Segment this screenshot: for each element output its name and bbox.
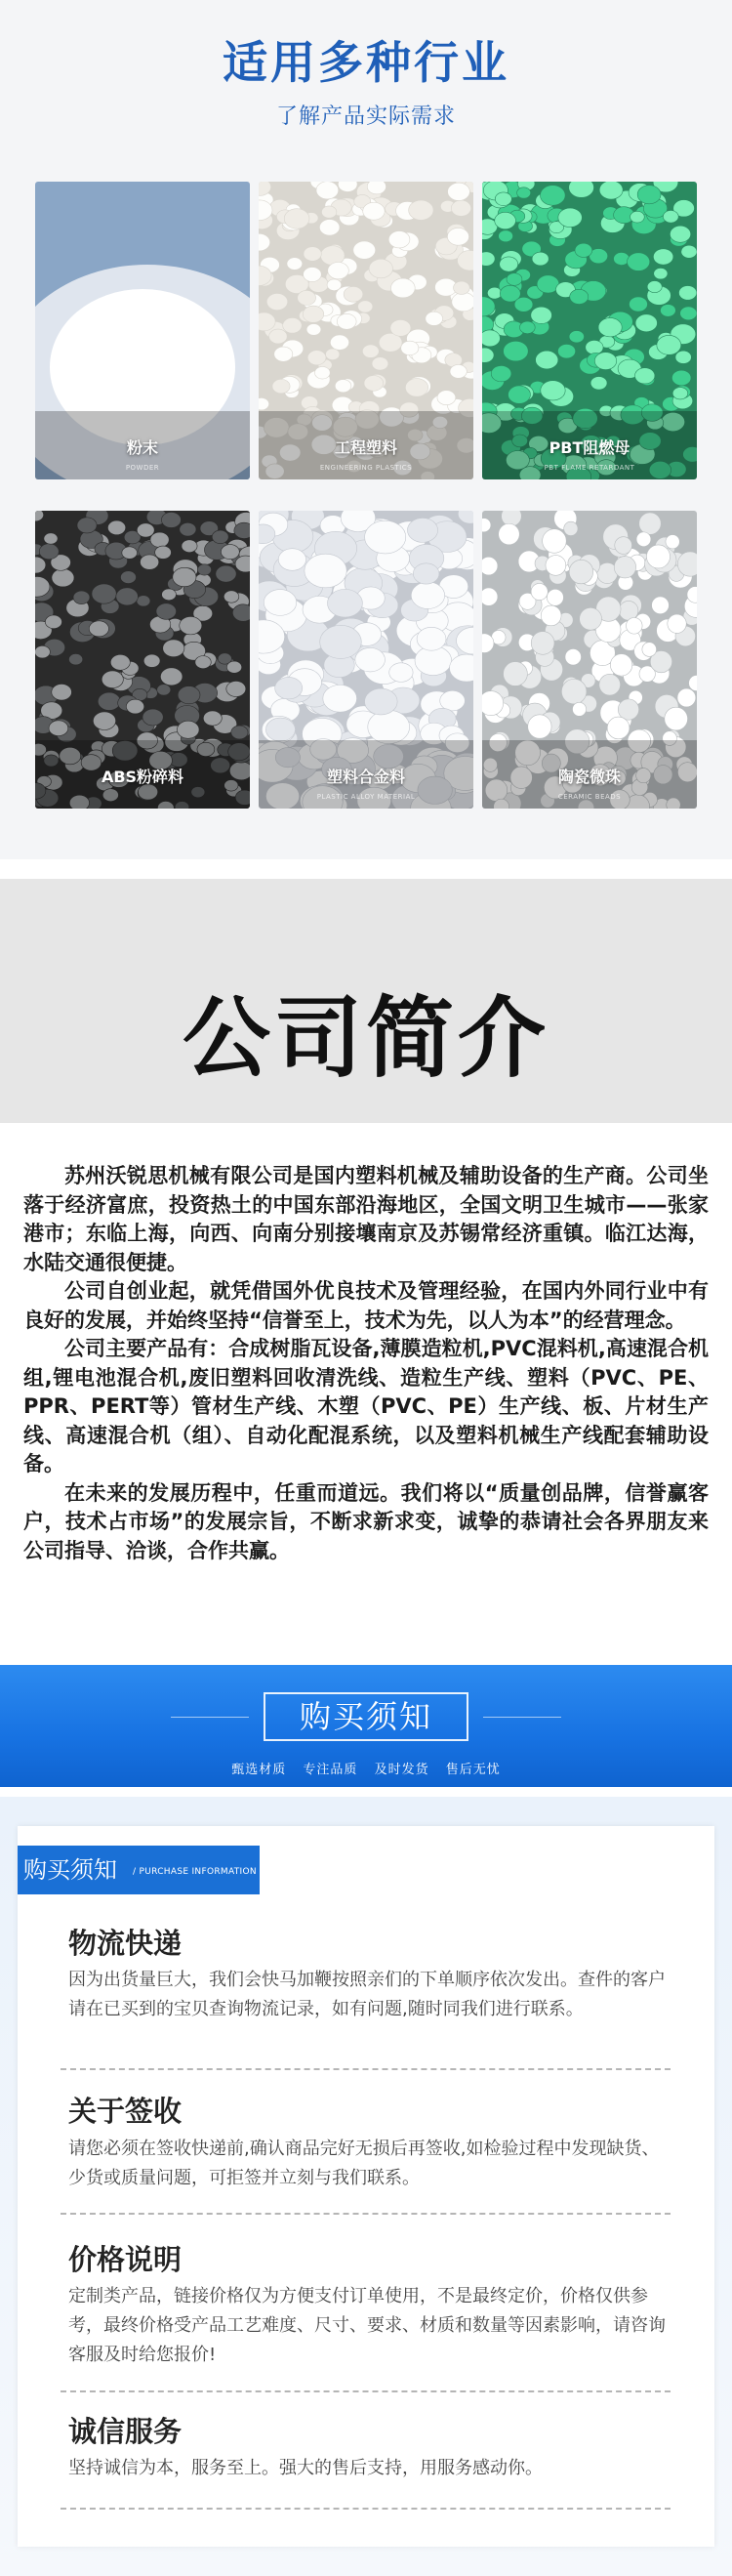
industry-tile-abs — [35, 511, 250, 809]
section-divider — [61, 2508, 671, 2510]
company-paragraph: 苏州沃锐思机械有限公司是国内塑料机械及辅助设备的生产商。公司坐落于经济富庶，投资热土的中国东部沿海地区，全国文明卫生城市——张家港市；东临上海，向西、向南分别接壤南京及苏锡常经济重镇。临江达海，水陆交通很便捷。 — [23, 1164, 709, 1274]
industry-tile-label: 塑料合金料 — [326, 768, 405, 786]
company-title: 公司简介 — [183, 987, 549, 1090]
industry-tile-alloy — [259, 511, 473, 809]
industry-tile-sub: PBT FLAME RETARDANT — [544, 464, 635, 472]
industry-tile-sub: PLASTIC ALLOY MATERIAL — [316, 793, 416, 801]
industries-subtitle: 了解产品实际需求 — [275, 104, 456, 129]
industry-tile-label: 粉末 — [126, 438, 158, 457]
industry-tile-engineering-plastics — [259, 182, 473, 479]
industry-tile-pbt — [482, 182, 697, 479]
banner-tag: 及时发货 — [374, 1763, 429, 1777]
company-paragraph: 公司主要产品有：合成树脂瓦设备,薄膜造粒机,PVC混料机,高速混合机组,锂电池混合机,废旧塑料回收清洗线、造粒生产线、塑料（PVC、PE、PPR、PERT等）管材生产线、木塑（PVC、PE）生产线、板、片材生产线、高速混合机（组）、自动化配混系统，以及塑料机械生产线配套辅助设备。 — [23, 1337, 709, 1475]
banner-tag: 售后无忧 — [445, 1763, 501, 1777]
section-divider — [61, 2213, 671, 2215]
industries-section — [0, 0, 732, 859]
price-heading: 价格说明 — [68, 2243, 183, 2276]
service-body: 坚持诚信为本，服务至上。强大的售后支持，用服务感动你。 — [68, 2458, 543, 2478]
industry-tile-powder — [35, 182, 250, 479]
banner-tags — [0, 1759, 732, 1777]
banner-title: 购买须知 — [299, 1698, 432, 1735]
purchase-notice-banner — [0, 1665, 732, 1787]
banner-tag: 甄选材质 — [231, 1763, 287, 1777]
industry-tile-sub: POWDER — [125, 464, 160, 472]
section-divider — [61, 2068, 671, 2070]
industry-tile-sub: ENGINEERING PLASTICS — [319, 464, 413, 472]
receipt-body: 请您必须在签收快递前,确认商品完好无损后再签收,如检验过程中发现缺货、少货或质量问题，可拒签并立刻与我们联系。 — [68, 2139, 660, 2188]
banner-divider-right — [483, 1717, 561, 1718]
industries-title: 适用多种行业 — [223, 36, 509, 89]
banner-divider-left — [171, 1717, 249, 1718]
company-paragraph: 公司自创业起，就凭借国外优良技术及管理经验，在国内外同行业中有良好的发展，并始终坚持“信誉至上，技术为先，以人为本”的经营理念。 — [23, 1279, 709, 1332]
section-divider — [61, 2390, 671, 2392]
logistics-heading: 物流快递 — [68, 1927, 183, 1960]
industry-tile-label: ABS粉碎料 — [101, 768, 184, 786]
company-description — [23, 1162, 709, 1565]
industry-tile-label: PBT阻燃母 — [549, 438, 630, 457]
company-paragraph: 在未来的发展历程中，任重而道远。我们将以“质量创品牌，信誉赢客户，技术占市场”的发展宗旨，不断求新求变，诚挚的恭请社会各界朋友来公司指导、洽谈，合作共赢。 — [23, 1480, 709, 1562]
industry-tile-label: 陶瓷微珠 — [557, 768, 621, 786]
purchase-info-tag-subtitle: / PURCHASE INFORMATION — [133, 1867, 257, 1877]
receipt-heading: 关于签收 — [68, 2095, 183, 2128]
service-heading: 诚信服务 — [68, 2415, 183, 2448]
industry-tile-ceramic — [482, 511, 697, 809]
price-body: 定制类产品，链接价格仅为方便支付订单使用，不是最终定价，价格仅供参考，最终价格受产品工艺难度、尺寸、要求、材质和数量等因素影响，请咨询客服及时给您报价! — [68, 2286, 666, 2365]
industry-tile-sub: CERAMIC BEADS — [557, 793, 622, 801]
logistics-body: 因为出货量巨大，我们会快马加鞭按照亲们的下单顺序依次发出。查件的客户请在已买到的宝贝查询物流记录，如有问题,随时同我们进行联系。 — [68, 1970, 666, 2019]
industry-tile-label: 工程塑料 — [334, 438, 397, 457]
purchase-info-tag-title: 购买须知 — [23, 1856, 117, 1884]
banner-tag: 专注品质 — [303, 1763, 358, 1777]
